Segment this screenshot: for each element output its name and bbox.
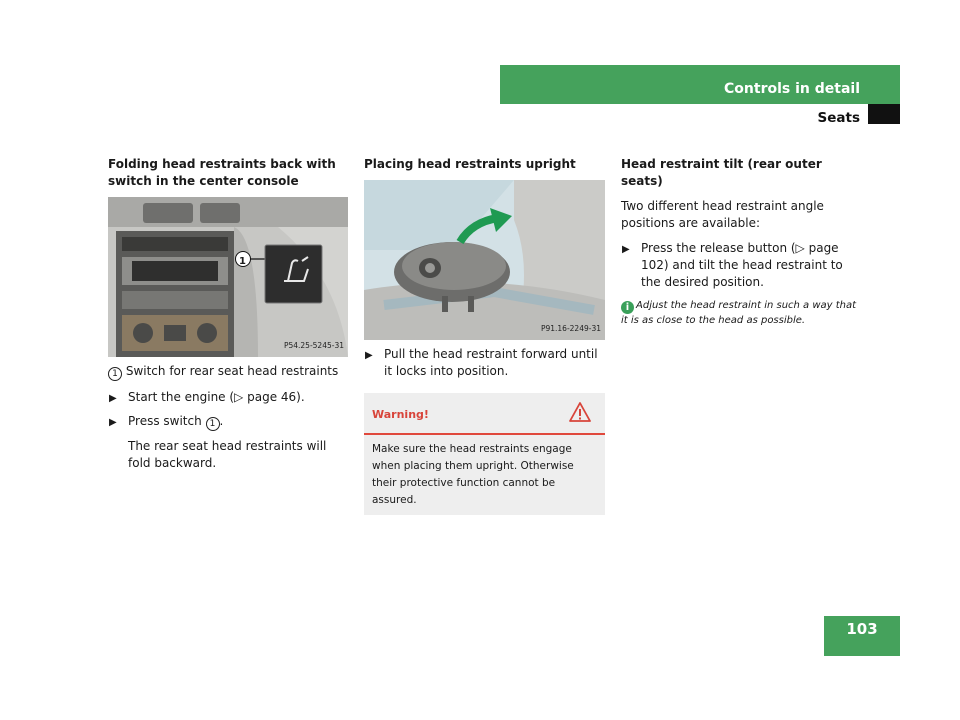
warning-triangle-icon bbox=[569, 401, 591, 423]
step-pull-forward: ▶ Pull the head restraint forward until it locks into position. bbox=[365, 347, 598, 378]
info-note: i Adjust the head restraint in such a way that it is as close to the head as possible. bbox=[621, 300, 857, 326]
page-number: 103 bbox=[846, 620, 878, 638]
col3-heading: Head restraint tilt (rear outer seats) bbox=[621, 157, 822, 188]
legend-marker: 1 bbox=[108, 367, 122, 381]
info-icon: i bbox=[621, 301, 634, 314]
legend-text: Switch for rear seat head restraints bbox=[125, 364, 339, 378]
column-3 bbox=[621, 156, 863, 328]
column-2 bbox=[364, 156, 605, 515]
step-press-switch: ▶ Press switch 1 . bbox=[109, 414, 224, 429]
bullet-triangle-icon: ▶ bbox=[109, 417, 117, 428]
figure-code: P54.25-5245-31 bbox=[283, 341, 344, 350]
figure-code: P91.16-2249-31 bbox=[540, 324, 601, 333]
warning-title: Warning! bbox=[372, 408, 429, 421]
figure-callout-1: 1 bbox=[239, 256, 246, 267]
bullet-triangle-icon: ▶ bbox=[365, 350, 373, 361]
column-1 bbox=[108, 156, 348, 472]
section-title: Seats bbox=[817, 110, 860, 126]
warning-text: Make sure the head restraints engage when placing them upright. Otherwise their protective function cannot be assured. bbox=[372, 443, 574, 506]
step-start-engine: ▶ Start the engine (▷ page 46). bbox=[108, 389, 348, 406]
center-console-illustration bbox=[108, 197, 348, 357]
page-number-box bbox=[824, 616, 900, 656]
bullet-triangle-icon: ▶ bbox=[622, 244, 630, 255]
warning-header bbox=[364, 393, 605, 435]
col2-heading: Placing head restraints upright bbox=[364, 157, 576, 171]
chapter-title: Controls in detail bbox=[724, 81, 860, 97]
chapter-header-bar bbox=[500, 65, 900, 104]
step-marker: 1 bbox=[206, 417, 220, 431]
col1-heading: Folding head restraints back with switch in the center console bbox=[108, 157, 336, 188]
bullet-triangle-icon: ▶ bbox=[109, 393, 117, 404]
step-result: The rear seat head restraints will fold backward. bbox=[128, 439, 327, 470]
warning-box bbox=[364, 393, 605, 515]
figure-legend bbox=[108, 363, 348, 381]
section-marker-block bbox=[868, 104, 900, 124]
head-restraint-illustration bbox=[364, 180, 605, 340]
center-console-figure bbox=[108, 197, 348, 357]
head-restraint-figure bbox=[364, 180, 605, 340]
step-press-release: ▶ Press the release button (▷ page 102) and tilt the head restraint to the desired position. bbox=[622, 241, 843, 289]
col3-intro: Two different head restraint angle positions are available: bbox=[621, 199, 824, 230]
